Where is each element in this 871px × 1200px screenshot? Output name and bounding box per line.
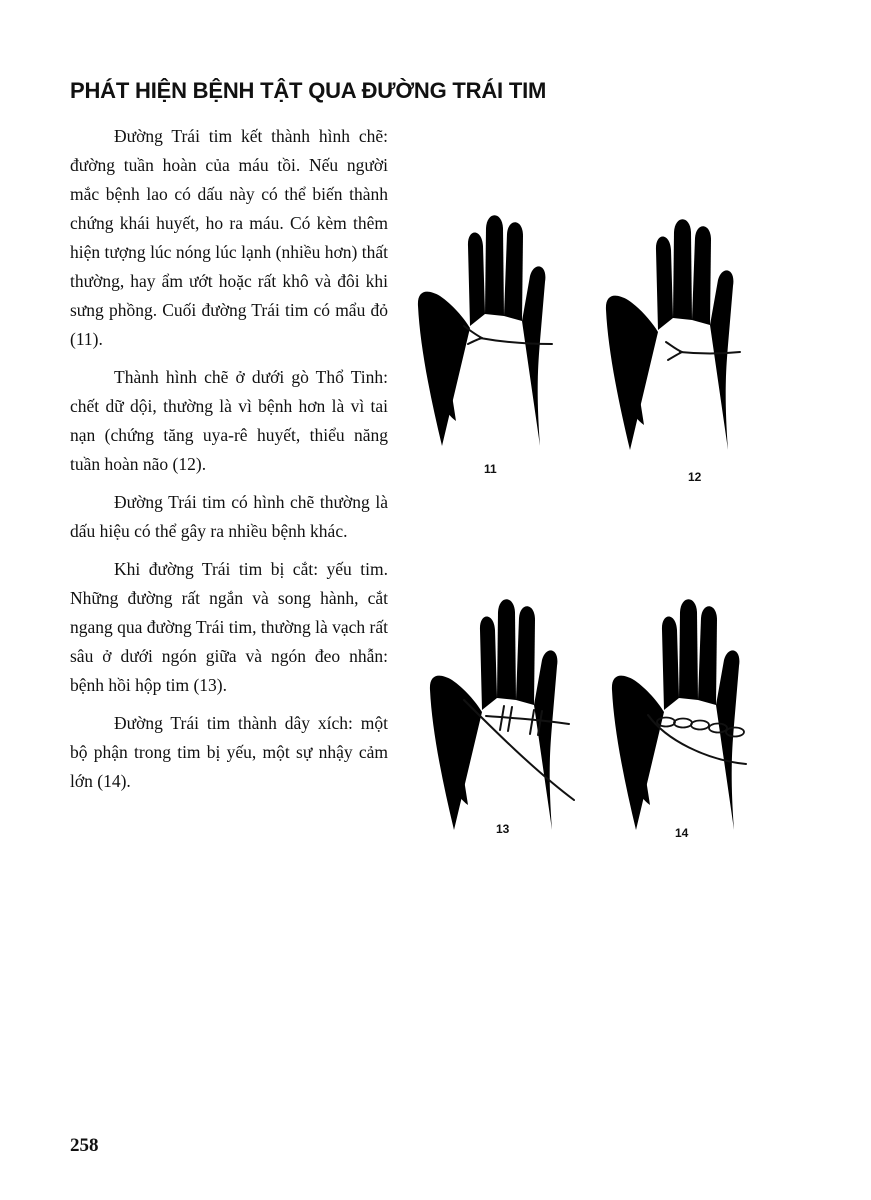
figure-label-11: 11 xyxy=(484,462,497,476)
hand-figure-11 xyxy=(412,206,572,446)
figure-label-13: 13 xyxy=(496,822,510,836)
hand-figure-13 xyxy=(424,590,584,830)
figure-label-14: 14 xyxy=(675,826,689,840)
page-number: 258 xyxy=(70,1135,99,1156)
paragraph-forked-line: Đường Trái tim kết thành hình chẽ: đường tuần hoàn của máu tồi. Nếu người mắc bệnh lao có dấu này có thể biến thành chứng khái huyết, ho ra máu. Có kèm thêm hiện tượng lúc nóng lúc lạnh (nhiều hơn) thất thường, hay ẩm ướt hoặc rất khô và đôi khi sưng phồng. Cuối đường Trái tim có mẩu đỏ (11). xyxy=(70,126,388,349)
paragraph-chained-line: Đường Trái tim thành dây xích: một bộ phận trong tim bị yếu, một sự nhậy cảm lớn (14). xyxy=(70,713,388,791)
hand-figure-12 xyxy=(600,210,760,450)
paragraph-fork-under-saturn: Thành hình chẽ ở dưới gò Thổ Tinh: chết dữ dội, thường là vì bệnh hơn là vì tai nạn (chứng tăng uya-rê huyết, thiểu năng tuần hoàn não (12). xyxy=(70,367,388,474)
heart-line-fork-under-saturn-mark xyxy=(666,342,740,360)
body-text xyxy=(70,122,388,805)
hand-figure-14 xyxy=(606,590,766,830)
figure-label-12: 12 xyxy=(688,470,702,484)
paragraph-fork-diseases: Đường Trái tim có hình chẽ thường là dấu hiệu có thể gây ra nhiều bệnh khác. xyxy=(70,492,388,541)
page-heading: PHÁT HIỆN BỆNH TẬT QUA ĐƯỜNG TRÁI TIM xyxy=(70,78,547,103)
paragraph-cut-line: Khi đường Trái tim bị cắt: yếu tim. Những đường rất ngắn và song hành, cắt ngang qua đường Trái tim, thường là vạch rất sâu ở dưới ngón giữa và ngón đeo nhẫn: bệnh hồi hộp tim (13). xyxy=(70,559,388,695)
